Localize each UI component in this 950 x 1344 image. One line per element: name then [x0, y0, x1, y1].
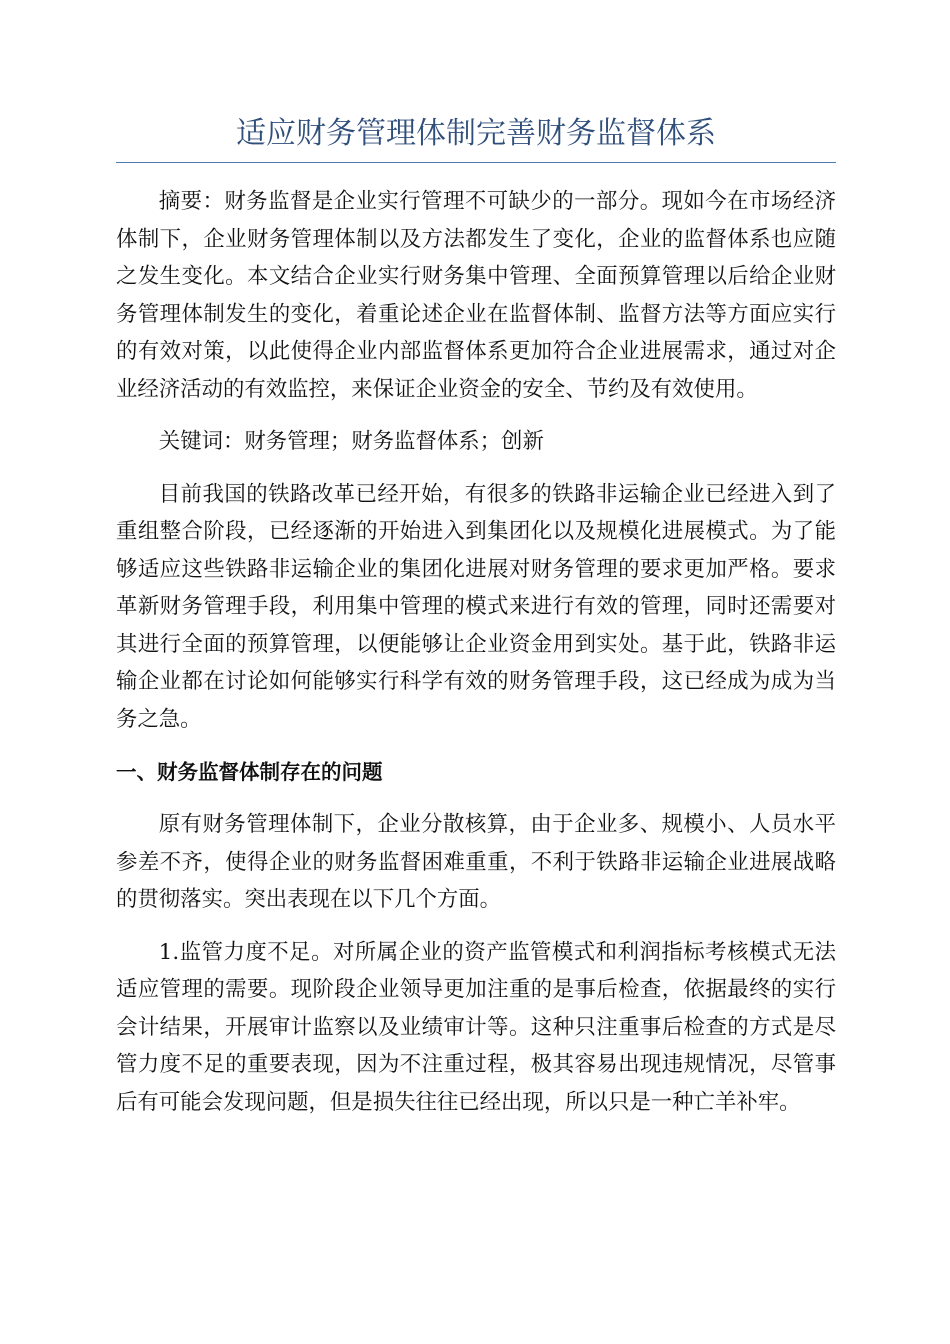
- document-title: 适应财务管理体制完善财务监督体系: [116, 110, 836, 163]
- abstract-paragraph: 摘要：财务监督是企业实行管理不可缺少的一部分。现如今在市场经济体制下，企业财务管理体制以及方法都发生了变化，企业的监督体系也应随之发生变化。本文结合企业实行财务集中管理、全面预算管理以后给企业财务管理体制发生的变化，着重论述企业在监督体制、监督方法等方面应实行的有效对策，以此使得企业内部监督体系更加符合企业进展需求，通过对企业经济活动的有效监控，来保证企业资金的安全、节约及有效使用。: [116, 189, 836, 402]
- section-paragraph-2: 1.监管力度不足。对所属企业的资产监管模式和利润指标考核模式无法适应管理的需要。现阶段企业领导更加注重的是事后检查，依据最终的实行会计结果，开展审计监察以及业绩审计等。这种只注重事后检查的方式是尽管力度不足的重要表现，因为不注重过程，极其容易出现违规情况，尽管事后有可能会发现问题，但是损失往往已经出现，所以只是一种亡羊补牢。: [116, 939, 836, 1115]
- section-heading: 一、财务监督体制存在的问题: [116, 760, 383, 784]
- intro-paragraph: 目前我国的铁路改革已经开始，有很多的铁路非运输企业已经进入到了重组整合阶段，已经逐渐的开始进入到集团化以及规模化进展模式。为了能够适应这些铁路非运输企业的集团化进展对财务管理的要求更加严格。要求革新财务管理手段，利用集中管理的模式来进行有效的管理，同时还需要对其进行全面的预算管理，以便能够让企业资金用到实处。基于此，铁路非运输企业都在讨论如何能够实行科学有效的财务管理手段，这已经成为成为当务之急。: [116, 481, 836, 732]
- section-paragraph-1: 原有财务管理体制下，企业分散核算，由于企业多、规模小、人员水平参差不齐，使得企业的财务监督困难重重，不利于铁路非运输企业进展战略的贯彻落实。突出表现在以下几个方面。: [116, 812, 836, 912]
- document-page: [116, 110, 836, 1121]
- keywords-line: 关键词：财务管理；财务监督体系；创新: [158, 429, 544, 454]
